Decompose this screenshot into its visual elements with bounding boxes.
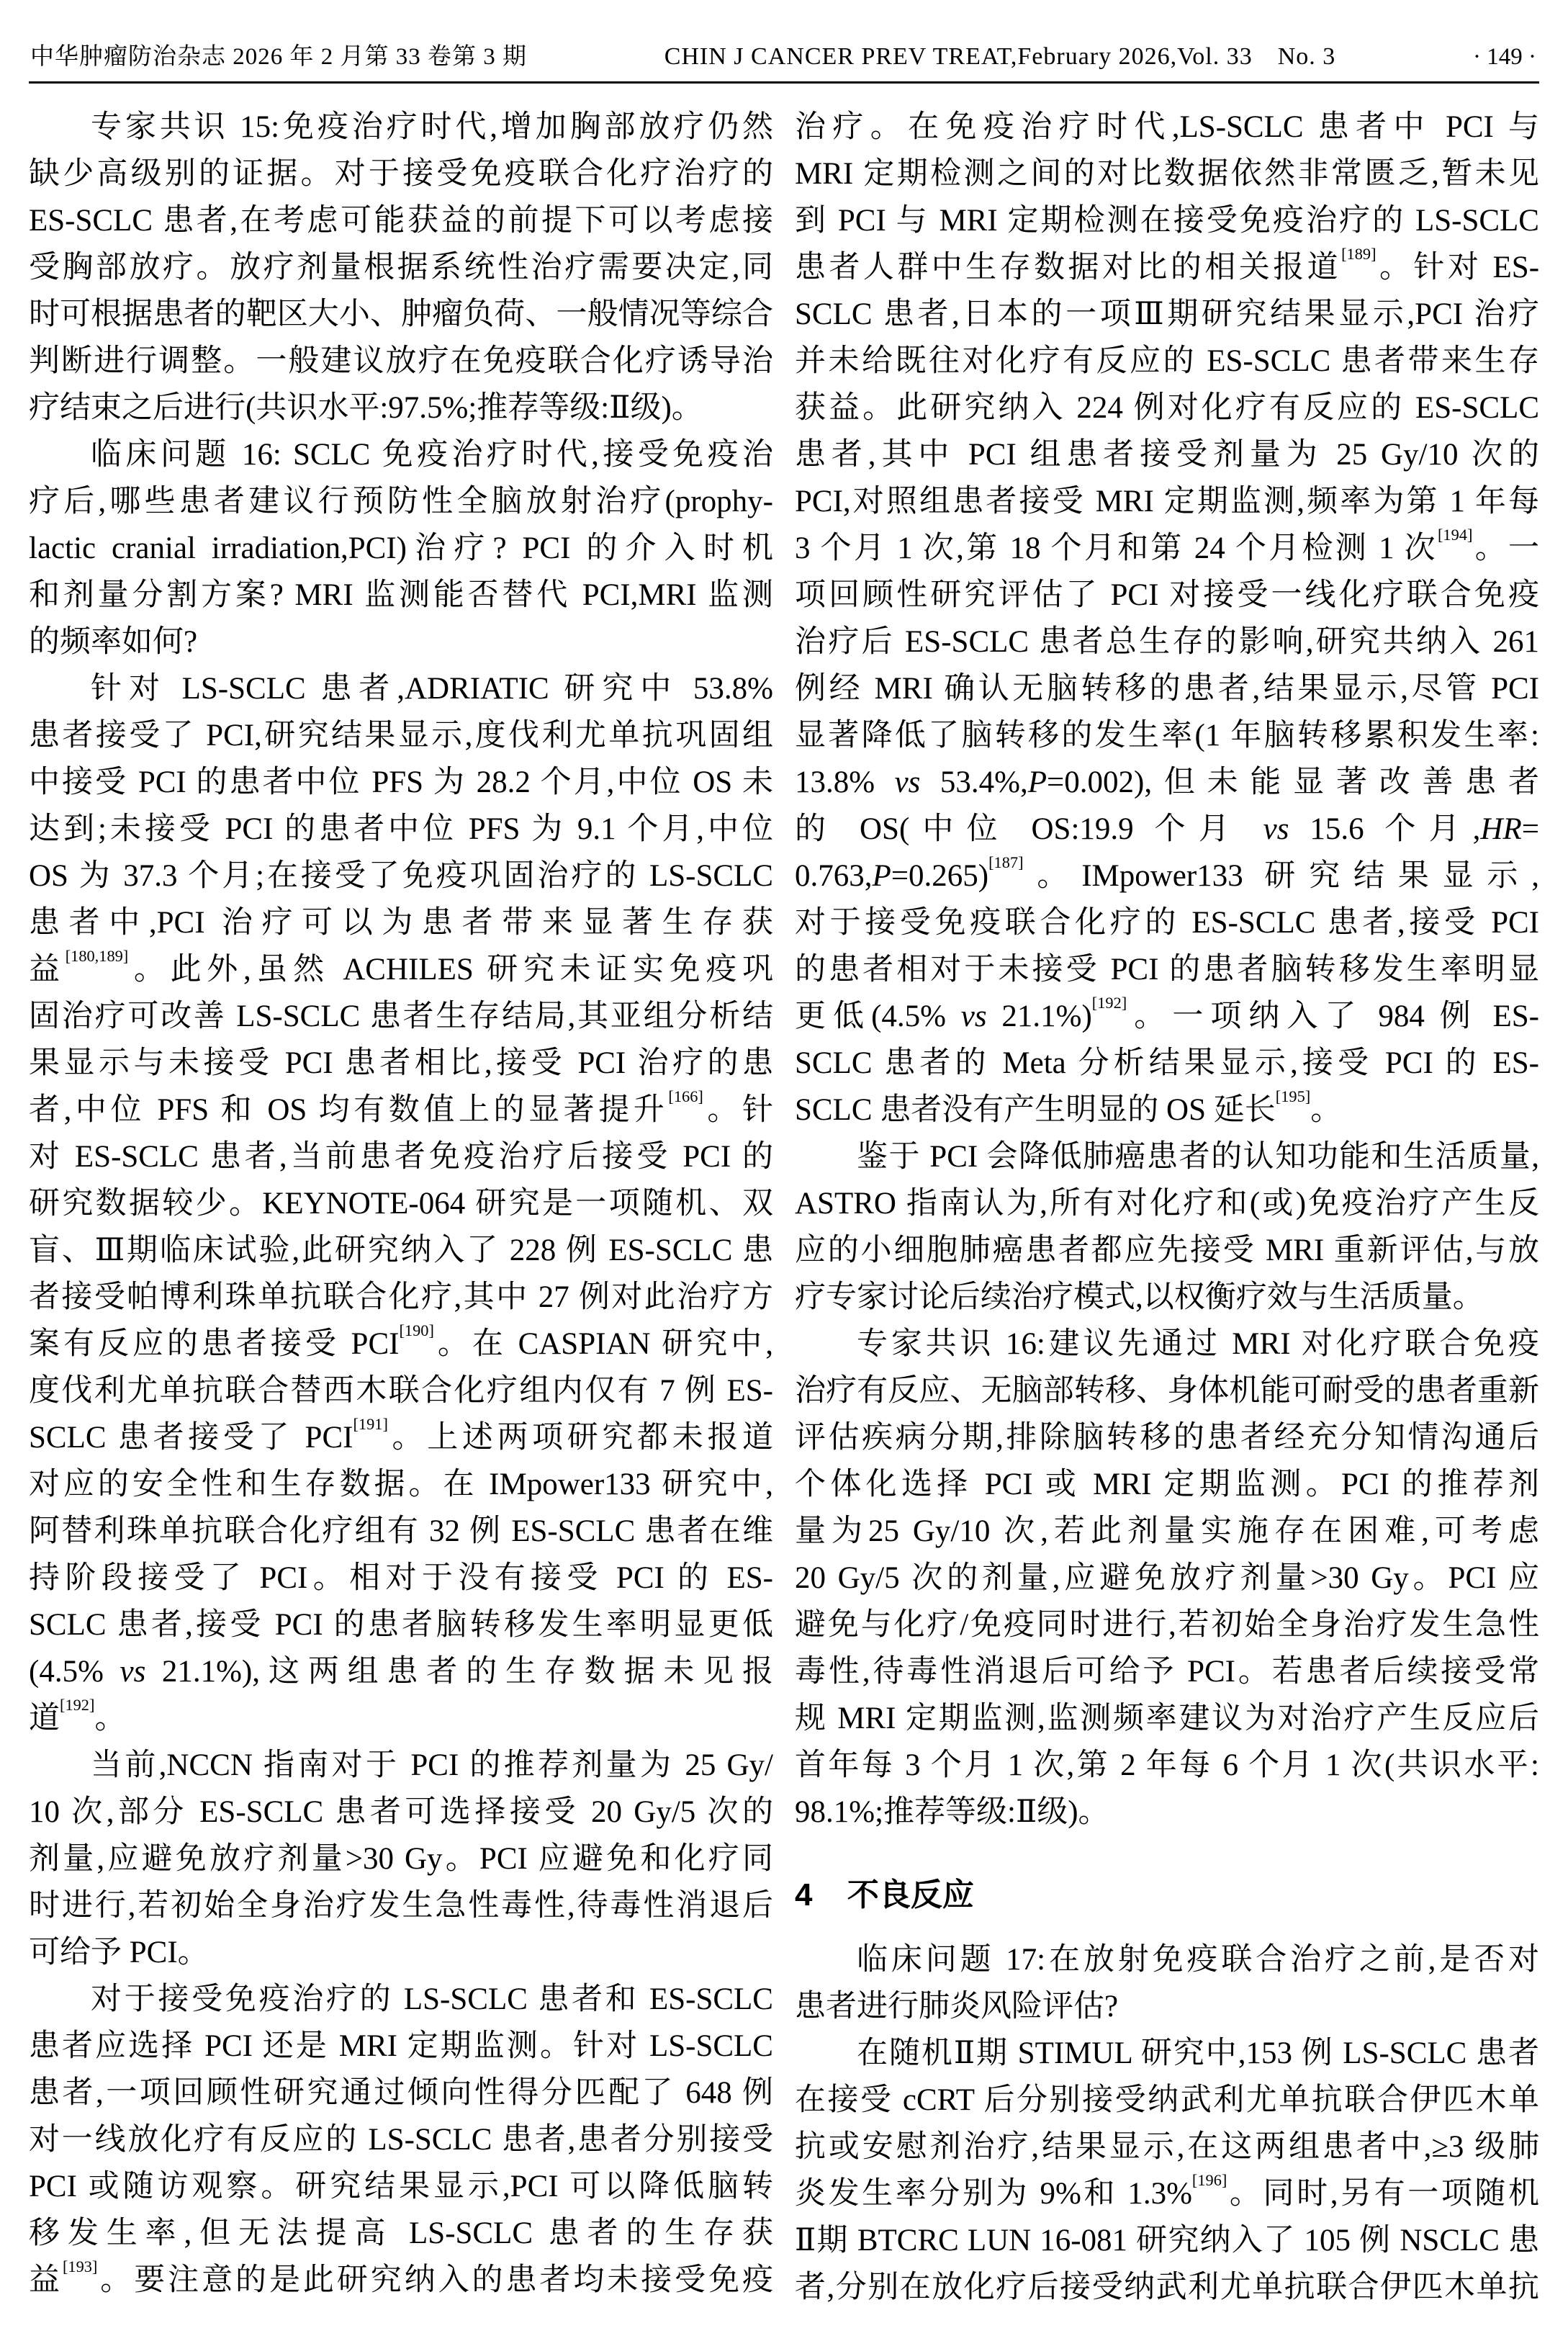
text-line: 首年每 3 个月 1 次,第 2 年每 6 个月 1 次(共识水平:	[795, 1748, 1539, 1782]
text-line: PCI,对照组患者接受 MRI 定期监测,频率为第 1 年每	[795, 485, 1539, 518]
text-line: PCI 或随访观察。研究结果显示,PCI 可以降低脑转	[29, 2170, 773, 2203]
text-line: 的频率如何?	[29, 625, 198, 659]
reference-superscript: [192]	[60, 1696, 95, 1714]
text-line: lactic cranial irradiation,PCI)治疗? PCI 的介入时机	[29, 531, 773, 565]
text-line: 在接受 cCRT 后分别接受纳武利尤单抗联合伊匹木单	[795, 2083, 1539, 2117]
text-line: 鉴于 PCI 会降低肺癌患者的认知功能和生活质量,	[857, 1140, 1539, 1174]
text-line: (4.5% vs 21.1%),这两组患者的生存数据未见报	[29, 1655, 773, 1689]
text-line: 更低(4.5% vs 21.1%)[192]。一项纳入了 984 例 ES-	[795, 994, 1539, 1033]
text-line: 盲、Ⅲ期临床试验,此研究纳入了 228 例 ES-SCLC 患	[29, 1234, 773, 1267]
text-line: SCLC 患者,接受 PCI 的患者脑转移发生率明显更低	[29, 1608, 773, 1642]
text-line: 20 Gy/5 次的剂量,应避免放疗剂量>30 Gy。PCI 应	[795, 1561, 1539, 1595]
text-line: 临床问题 16: SCLC 免疫治疗时代,接受免疫治	[91, 438, 773, 472]
text-line: 毒性,待毒性消退后可给予 PCI。若患者后续接受常	[795, 1655, 1539, 1689]
text-line: SCLC 患者接受了 PCI[191]。上述两项研究都未报道	[29, 1415, 773, 1455]
text-line: 的 OS(中位 OS:19.9 个月 vs 15.6 个月,HR=	[795, 812, 1539, 846]
reference-superscript: [189]	[1341, 245, 1376, 263]
text-line: 研究数据较少。KEYNOTE-064 研究是一项随机、双	[29, 1187, 773, 1221]
text-line: 疗结束之后进行(共识水平:97.5%;推荐等级:Ⅱ级)。	[29, 391, 703, 425]
column-left	[29, 104, 773, 2311]
text-line: 10 次,部分 ES-SCLC 患者可选择接受 20 Gy/5 次的	[29, 1795, 773, 1829]
text-line: 者,中位 PFS 和 OS 均有数值上的显著提升[166]。针	[29, 1087, 773, 1127]
text-line: 患者,一项回顾性研究通过倾向性得分匹配了 648 例	[29, 2076, 773, 2110]
section-heading	[795, 1872, 1539, 1919]
text-line: SCLC 患者的 Meta 分析结果显示,接受 PCI 的 ES-	[795, 1046, 1539, 1080]
text-line: 个体化选择 PCI 或 MRI 定期监测。PCI 的推荐剂	[795, 1468, 1539, 1501]
text-line: ASTRO 指南认为,所有对化疗和(或)免疫治疗产生反	[795, 1187, 1539, 1221]
text-line: MRI 定期检测之间的对比数据依然非常匮乏,暂未见	[795, 157, 1539, 191]
journal-title-cn: 中华肿瘤防治杂志 2026 年 2 月第 33 卷第 3 期	[30, 44, 527, 70]
section-title: 不良反应	[847, 1877, 974, 1913]
text-line: 案有反应的患者接受 PCI[190]。在 CASPIAN 研究中,	[29, 1321, 773, 1361]
text-line: 项回顾性研究评估了 PCI 对接受一线化疗联合免疫	[795, 578, 1539, 612]
text-line: 固治疗可改善 LS-SCLC 患者生存结局,其亚组分析结	[29, 999, 773, 1033]
column-right	[795, 104, 1539, 2311]
text-line: 例经 MRI 确认无脑转移的患者,结果显示,尽管 PCI	[795, 672, 1539, 706]
text-line: 受胸部放疗。放疗剂量根据系统性治疗需要决定,同	[29, 251, 773, 284]
text-line: 剂量,应避免放疗剂量>30 Gy。PCI 应避免和化疗同	[29, 1842, 773, 1876]
text-line: 移发生率,但无法提高 LS-SCLC 患者的生存获	[29, 2216, 773, 2250]
italic-term: vs	[120, 1655, 146, 1689]
two-column-body	[29, 104, 1539, 2311]
text-line: 在随机Ⅱ期 STIMUL 研究中,153 例 LS-SCLC 患者	[857, 2036, 1539, 2070]
text-line: 治疗有反应、无脑部转移、身体机能可耐受的患者重新	[795, 1374, 1539, 1408]
text-line: 治疗后 ES-SCLC 患者总生存的影响,研究共纳入 261	[795, 625, 1539, 659]
text-line: 道[192]。	[29, 1696, 126, 1735]
text-line: 益[180,189]。此外,虽然 ACHILES 研究未证实免疫巩	[29, 947, 773, 987]
reference-superscript: [166]	[668, 1087, 703, 1105]
text-line: 当前,NCCN 指南对于 PCI 的推荐剂量为 25 Gy/	[91, 1748, 773, 1782]
text-line: 98.1%;推荐等级:Ⅱ级)。	[795, 1795, 1109, 1829]
italic-term: P	[1027, 765, 1047, 799]
italic-term: vs	[1263, 812, 1289, 846]
text-line: 炎发生率分别为 9%和 1.3%[196]。同时,另有一项随机	[795, 2171, 1539, 2211]
text-line: 应的小细胞肺癌患者都应先接受 MRI 重新评估,与放	[795, 1234, 1539, 1267]
reference-superscript: [192]	[1091, 994, 1127, 1012]
text-line: SCLC 患者,日本的一项Ⅲ期研究结果显示,PCI 治疗	[795, 297, 1539, 331]
text-line: 度伐利尤单抗联合替西木联合化疗组内仅有 7 例 ES-	[29, 1374, 773, 1408]
reference-superscript: [190]	[399, 1321, 434, 1339]
text-line: 规 MRI 定期监测,监测频率建议为对治疗产生反应后	[795, 1702, 1539, 1735]
text-line: 抗或安慰剂治疗,结果显示,在这两组患者中,≥3 级肺	[795, 2130, 1539, 2164]
text-line: 患者,其中 PCI 组患者接受剂量为 25 Gy/10 次的	[795, 438, 1539, 472]
text-line: 可给予 PCI。	[29, 1936, 209, 1969]
text-line: 临床问题 17:在放射免疫联合治疗之前,是否对	[857, 1943, 1539, 1977]
text-line: 量为25 Gy/10 次,若此剂量实施存在困难,可考虑	[795, 1514, 1539, 1548]
journal-title-en: CHIN J CANCER PREV TREAT,February 2026,Vol. 33 No. 3	[664, 43, 1336, 70]
text-line: 3 个月 1 次,第 18 个月和第 24 个月检测 1 次[194]。一	[795, 526, 1539, 565]
text-line: 达到;未接受 PCI 的患者中位 PFS 为 9.1 个月,中位	[29, 812, 773, 846]
text-line: 和剂量分割方案? MRI 监测能否替代 PCI,MRI 监测	[29, 578, 773, 612]
text-line: 对一线放化疗有反应的 LS-SCLC 患者,患者分别接受	[29, 2123, 773, 2157]
italic-term: vs	[960, 999, 987, 1033]
reference-superscript: [193]	[62, 2257, 98, 2275]
text-line: 0.763,P=0.265)[187]。IMpower133 研究结果显示,	[795, 853, 1539, 893]
reference-superscript: [194]	[1437, 526, 1473, 544]
text-line: 者,分别在放化疗后接受纳武利尤单抗联合伊匹木单抗	[795, 2270, 1539, 2304]
text-line: 对于接受免疫联合化疗的 ES-SCLC 患者,接受 PCI	[795, 906, 1539, 940]
text-line: 缺少高级别的证据。对于接受免疫联合化疗治疗的	[29, 157, 773, 191]
text-line: 患者中,PCI 治疗可以为患者带来显著生存获	[29, 906, 773, 940]
italic-term: P	[872, 859, 891, 893]
text-line: 并未给既往对化疗有反应的 ES-SCLC 患者带来生存	[795, 344, 1539, 378]
text-line: 阿替利珠单抗联合化疗组有 32 例 ES-SCLC 患者在维	[29, 1514, 773, 1548]
page-header	[29, 24, 1539, 81]
page-number: · 149 ·	[1473, 44, 1536, 70]
text-line: 的患者相对于未接受 PCI 的患者脑转移发生率明显	[795, 953, 1539, 987]
text-line: 中接受 PCI 的患者中位 PFS 为 28.2 个月,中位 OS 未	[29, 765, 773, 799]
reference-superscript: [191]	[353, 1415, 388, 1433]
text-line: 显著降低了脑转移的发生率(1 年脑转移累积发生率:	[795, 719, 1539, 752]
text-line: 疗专家讨论后续治疗模式,以权衡疗效与生活质量。	[795, 1280, 1484, 1314]
text-line: 专家共识 15:免疫治疗时代,增加胸部放疗仍然	[91, 110, 773, 144]
text-line: 果显示与未接受 PCI 患者相比,接受 PCI 治疗的患	[29, 1046, 773, 1080]
reference-superscript: [195]	[1275, 1087, 1311, 1105]
text-line: 针对 LS-SCLC 患者,ADRIATIC 研究中 53.8%	[91, 672, 773, 706]
text-line: 患者接受了 PCI,研究结果显示,度伐利尤单抗巩固组	[29, 719, 773, 752]
text-line: 到 PCI 与 MRI 定期检测在接受免疫治疗的 LS-SCLC	[795, 204, 1539, 238]
header-rule	[29, 81, 1539, 84]
text-line: 时进行,若初始全身治疗发生急性毒性,待毒性消退后	[29, 1889, 773, 1923]
text-line: 对应的安全性和生存数据。在 IMpower133 研究中,	[29, 1468, 773, 1501]
text-line: 评估疾病分期,排除脑转移的患者经充分知情沟通后	[795, 1421, 1539, 1455]
text-line: 时可根据患者的靶区大小、肿瘤负荷、一般情况等综合	[29, 297, 773, 331]
text-line: SCLC 患者没有产生明显的 OS 延长[195]。	[795, 1087, 1342, 1127]
reference-superscript: [187]	[988, 853, 1024, 871]
text-line: Ⅱ期 BTCRC LUN 16-081 研究纳入了 105 例 NSCLC 患	[795, 2224, 1539, 2257]
text-line: 者接受帕博利珠单抗联合化疗,其中 27 例对此治疗方	[29, 1280, 773, 1314]
italic-term: vs	[894, 765, 921, 799]
text-line: 疗后,哪些患者建议行预防性全脑放射治疗(prophy-	[29, 485, 773, 518]
text-line: 避免与化疗/免疫同时进行,若初始全身治疗发生急性	[795, 1608, 1539, 1642]
text-line: 判断进行调整。一般建议放疗在免疫联合化疗诱导治	[29, 344, 773, 378]
reference-superscript: [180,189]	[65, 947, 129, 965]
text-line: 对于接受免疫治疗的 LS-SCLC 患者和 ES-SCLC	[91, 1982, 773, 2016]
text-line: 持阶段接受了 PCI。相对于没有接受 PCI 的 ES-	[29, 1561, 773, 1595]
reference-superscript: [196]	[1191, 2171, 1227, 2189]
text-line: 专家共识 16:建议先通过 MRI 对化疗联合免疫	[857, 1327, 1539, 1361]
text-line: OS 为 37.3 个月;在接受了免疫巩固治疗的 LS-SCLC	[29, 859, 773, 893]
italic-term: HR	[1480, 812, 1522, 846]
text-line: 治疗。在免疫治疗时代,LS-SCLC 患者中 PCI 与	[795, 110, 1539, 144]
text-line: 13.8% vs 53.4%,P=0.002),但未能显著改善患者	[795, 765, 1539, 799]
text-line: 患者进行肺炎风险评估?	[795, 1990, 1119, 2023]
text-line: 患者人群中生存数据对比的相关报道[189]。针对 ES-	[795, 245, 1539, 284]
section-number: 4	[795, 1877, 813, 1913]
text-line: 对 ES-SCLC 患者,当前患者免疫治疗后接受 PCI 的	[29, 1140, 773, 1174]
text-line: ES-SCLC 患者,在考虑可能获益的前提下可以考虑接	[29, 204, 773, 238]
text-line: 益[193]。要注意的是此研究纳入的患者均未接受免疫	[29, 2257, 773, 2297]
text-line: 获益。此研究纳入 224 例对化疗有反应的 ES-SCLC	[795, 391, 1539, 425]
text-line: 患者应选择 PCI 还是 MRI 定期监测。针对 LS-SCLC	[29, 2029, 773, 2063]
